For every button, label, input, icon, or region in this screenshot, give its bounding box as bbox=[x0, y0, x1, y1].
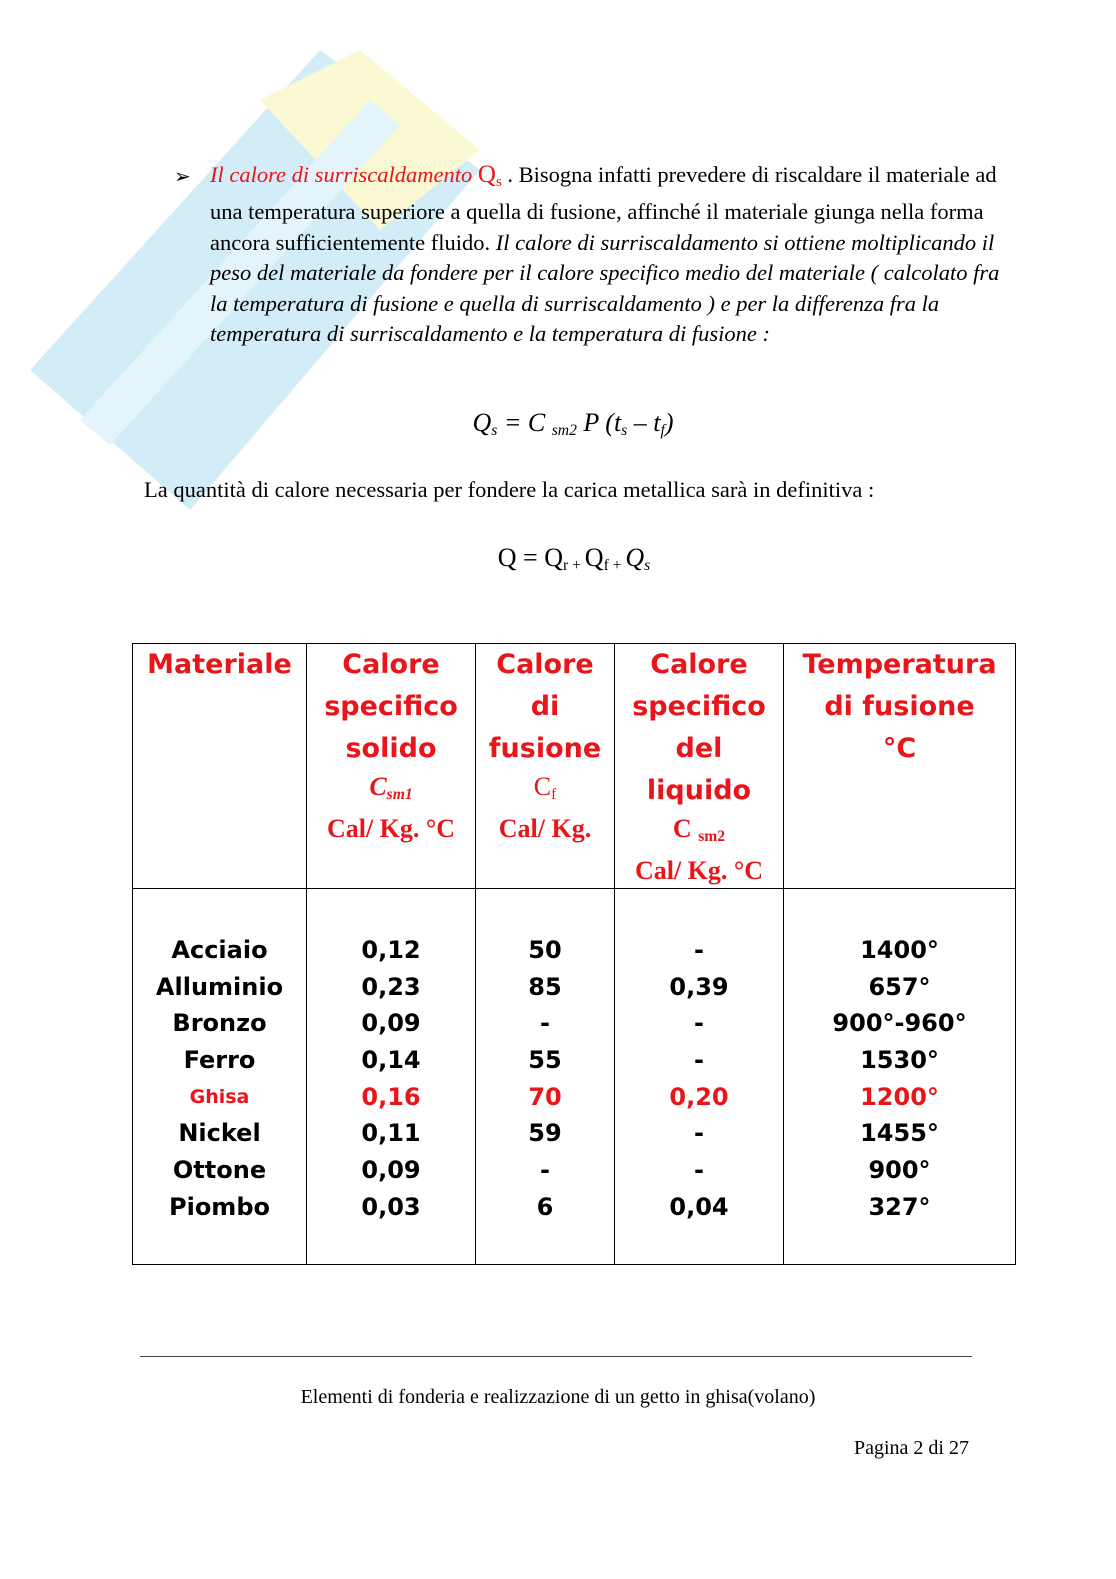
table-cell: - bbox=[694, 1009, 704, 1038]
table-cell: Ferro bbox=[183, 1045, 256, 1074]
table-cell: 70 bbox=[528, 1082, 562, 1111]
fusion-temperature-column bbox=[784, 888, 1016, 1264]
header-fusion-heat: Calore di fusione $C_f$ Cal/ Kg. bbox=[476, 644, 615, 889]
table-cell: 0,14 bbox=[361, 1045, 421, 1074]
table-cell: 59 bbox=[528, 1119, 562, 1148]
table-cell: 55 bbox=[528, 1045, 562, 1074]
solid-specific-heat-column bbox=[307, 888, 476, 1264]
footer-divider bbox=[140, 1356, 972, 1357]
table-cell: 900°-960° bbox=[832, 1009, 967, 1038]
table-cell: 0,09 bbox=[361, 1156, 421, 1185]
table-cell: - bbox=[694, 1045, 704, 1074]
header-solid-specific-heat: Calore specifico solido $C_{sm1}$ Cal/ Kg. °C bbox=[307, 644, 476, 889]
page-number: Pagina 2 di 27 bbox=[854, 1437, 969, 1459]
table-cell: Bronzo bbox=[172, 1009, 267, 1038]
table-cell: 6 bbox=[536, 1192, 554, 1221]
table-cell: Piombo bbox=[169, 1192, 270, 1221]
table-cell: 50 bbox=[528, 935, 562, 964]
bullet-paragraph bbox=[174, 160, 1018, 350]
table-cell: - bbox=[694, 1156, 704, 1185]
formula-qs: $Q_s = C$ $_{sm2}$ P $(t_s - t_f)$ bbox=[472, 408, 674, 439]
table-cell: - bbox=[694, 935, 704, 964]
table-cell: 1455° bbox=[860, 1119, 939, 1148]
header-material: Materiale bbox=[133, 644, 307, 889]
arrow-bullet-icon: ➢ bbox=[174, 166, 191, 188]
table-cell: Alluminio bbox=[155, 972, 284, 1001]
materials-table bbox=[132, 643, 1016, 1265]
table-cell: - bbox=[540, 1009, 550, 1038]
bullet-italic-text: Il calore di surriscaldamento si ottiene moltiplicando il peso del materiale da fondere per il calore specifico medio del materiale ( calcolato fra la temperatura di fusione e quella di surriscaldamento ) e per la differenza fra la temperatura di surriscaldamento e la temperatura di fusione : bbox=[210, 229, 1000, 347]
table-cell: - bbox=[694, 1119, 704, 1148]
table-cell: 0,11 bbox=[361, 1119, 421, 1148]
table-cell: 1200° bbox=[860, 1082, 939, 1111]
table-cell: 0,16 bbox=[361, 1082, 421, 1111]
table-cell: 0,09 bbox=[361, 1009, 421, 1038]
table-cell: 0,20 bbox=[669, 1082, 729, 1111]
table-body-row bbox=[133, 888, 1016, 1264]
table-cell: 1530° bbox=[860, 1045, 939, 1074]
fusion-heat-column bbox=[476, 888, 615, 1264]
table-header-row bbox=[133, 644, 1016, 889]
bullet-title: Il calore di surriscaldamento bbox=[210, 162, 473, 187]
table-cell: Acciaio bbox=[171, 935, 268, 964]
table-cell: 85 bbox=[528, 972, 562, 1001]
footer-title: Elementi di fonderia e realizzazione di un getto in ghisa(volano) bbox=[300, 1386, 816, 1408]
total-heat-paragraph: La quantità di calore necessaria per fondere la carica metallica sarà in definitiva : bbox=[144, 477, 875, 502]
table-cell: 657° bbox=[868, 972, 931, 1001]
table-cell: 0,12 bbox=[361, 935, 421, 964]
table-cell: Ghisa bbox=[189, 1085, 250, 1108]
q-symbol: $Q_s$ bbox=[477, 161, 502, 190]
bullet-body-text: . Bisogna infatti prevedere di riscaldare il materiale ad una temperatura superiore a quella di fusione, affinché il materiale giunga nella forma ancora sufficientemente fluido. bbox=[210, 162, 997, 255]
table-cell: 327° bbox=[868, 1192, 931, 1221]
liquid-specific-heat-column bbox=[615, 888, 784, 1264]
formula-q-total: $Q = Q_{r +}$ $Q_{f +}$ $Q_s$ bbox=[497, 543, 651, 574]
table-cell: 900° bbox=[868, 1156, 931, 1185]
table-cell: - bbox=[540, 1156, 550, 1185]
table-cell: 0,39 bbox=[669, 972, 729, 1001]
header-fusion-temperature: Temperatura di fusione °C bbox=[784, 644, 1016, 889]
material-column bbox=[133, 888, 307, 1264]
table-cell: 1400° bbox=[860, 935, 939, 964]
table-cell: 0,04 bbox=[669, 1192, 729, 1221]
table-cell: Ottone bbox=[172, 1156, 267, 1185]
header-liquid-specific-heat: Calore specifico del liquido C $_{sm2}$ Cal/ Kg. °C bbox=[615, 644, 784, 889]
table-cell: 0,03 bbox=[361, 1192, 421, 1221]
table-cell: Nickel bbox=[178, 1119, 261, 1148]
table-cell: 0,23 bbox=[361, 972, 421, 1001]
